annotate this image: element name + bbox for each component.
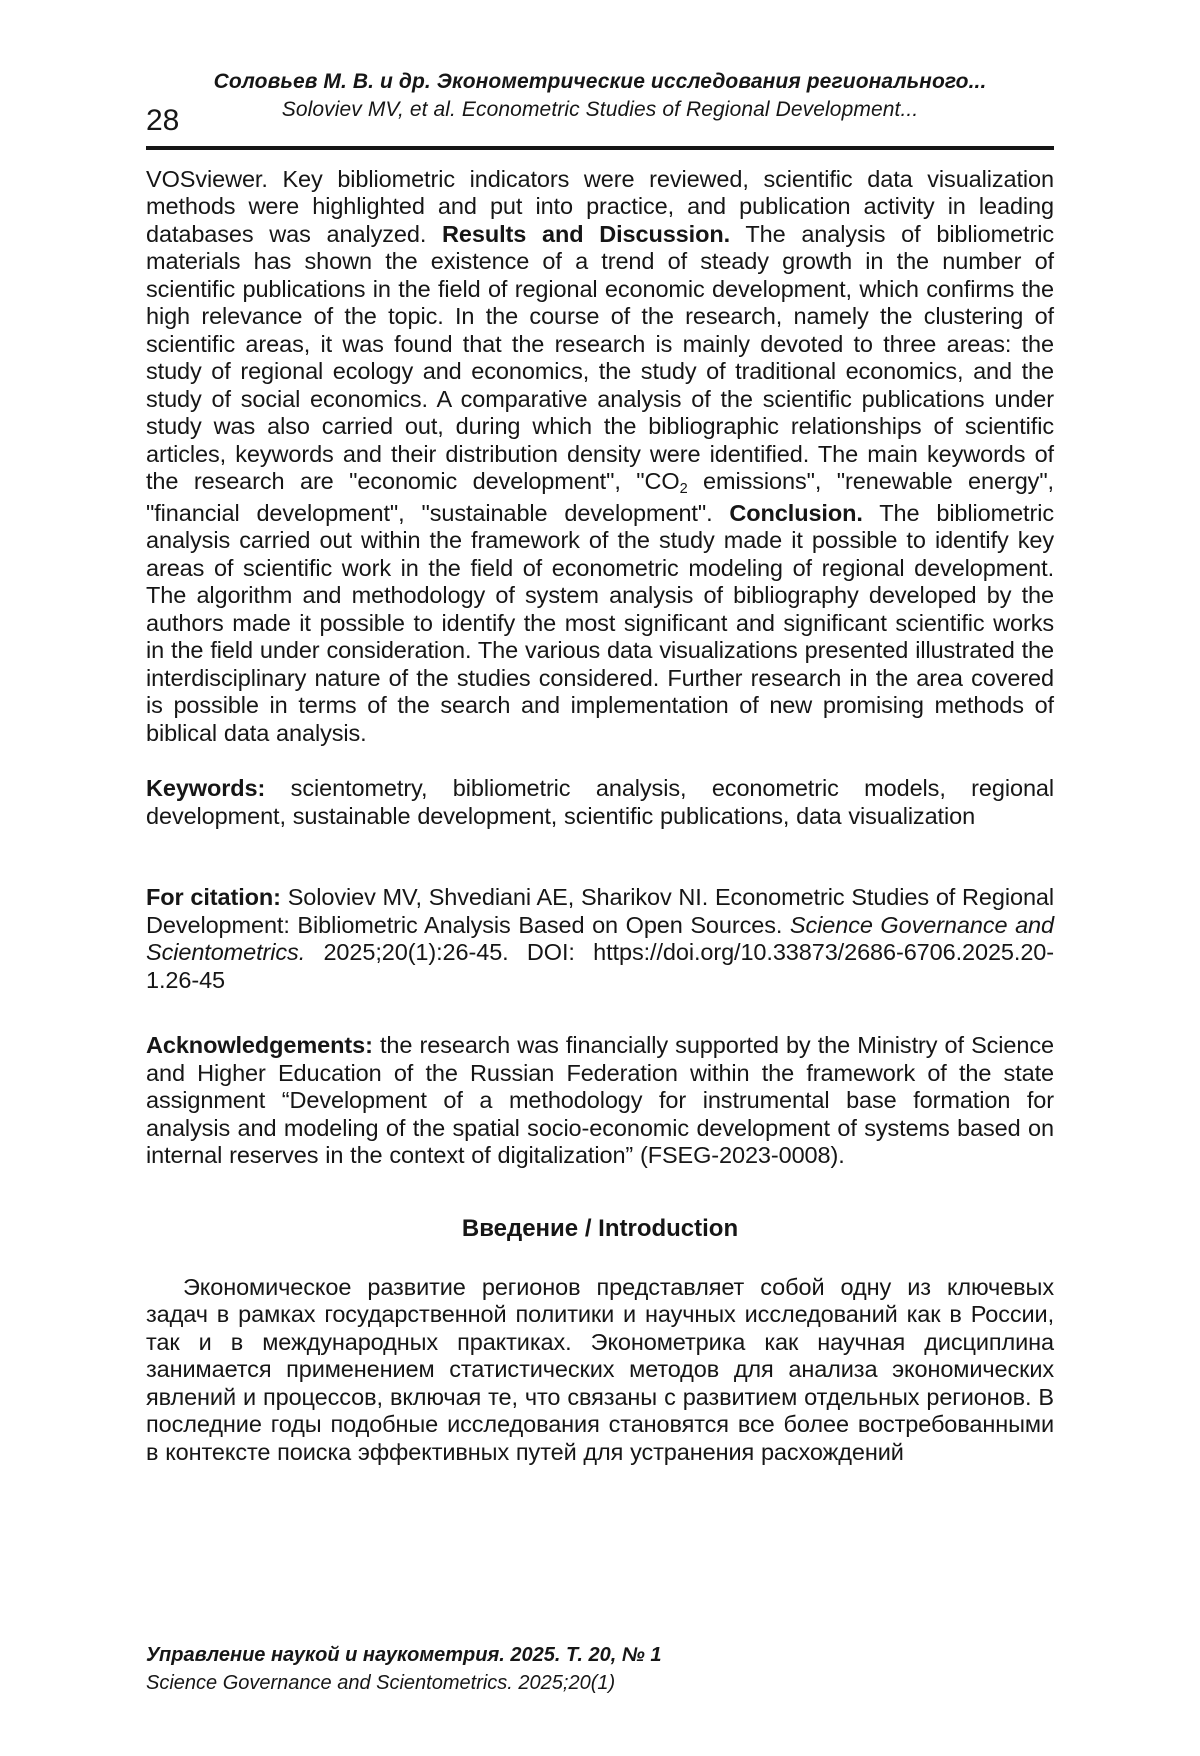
page-footer (146, 1641, 1054, 1697)
header-rule (146, 146, 1054, 150)
footer-journal-russian: Управление наукой и наукометрия. 2025. Т. 20, № 1 (146, 1644, 662, 1666)
introduction-paragraph: Экономическое развитие регионов представляет собой одну из ключевых задач в рамках государственной политики и научных исследований как в России, так и в международных практиках. Эконометрика как научная дисциплина занимается применением статистических методов для анализа экономических явлений и процессов, включая те, что связаны с развитием отдельных регионов. В последние годы подобные исследования становятся все более востребованными в контексте поиска эффективных путей для устранения расхождений (146, 1273, 1054, 1465)
running-head-russian: Соловьев М. В. и др. Эконометрические исследования регионального... (213, 70, 987, 93)
footer-journal-english: Science Governance and Scientometrics. 2025;20(1) (146, 1672, 616, 1694)
acknowledgements-paragraph: Acknowledgements: the research was financially supported by the Ministry of Science and Higher Education of the Russian Federation within the framework of the state assignment “Development of a methodology for instrumental base formation for analysis and modeling of the spatial socio-economic development of systems based on internal reserves in the context of digitalization” (FSEG-2023-0008). (146, 1032, 1054, 1168)
abstract-paragraph: VOSviewer. Key bibliometric indicators were reviewed, scientific data visualization methods were highlighted and put into practice, and publication activity in leading databases was analyzed. Results and Discussion. The analysis of bibliometric materials has shown the existence of a trend of steady growth in the number of scientific publications in the field of regional economic development, which confirms the high relevance of the topic. In the course of the research, namely the clustering of scientific areas, it was found that the research is mainly devoted to three areas: the study of regional ecology and economics, the study of traditional economics, and the study of social economics. A comparative analysis of the scientific publications under study was also carried out, during which the bibliographic relationships of scientific articles, keywords and their distribution density were identified. The main keywords of the research are "economic development", "CO2 emissions", "renewable energy", "financial development", "sustainable development". Conclusion. The bibliometric analysis carried out within the framework of the study made it possible to identify key areas of scientific work in the field of econometric modeling of regional development. The algorithm and methodology of system analysis of bibliography developed by the authors made it possible to identify the most significant and significant scientific works in the field under consideration. The various data visualizations presented illustrated the interdisciplinary nature of the studies considered. Further research in the area covered is possible in terms of the search and implementation of new promising methods of biblical data analysis. (146, 165, 1054, 746)
page-number: 28 (146, 104, 180, 137)
page-body (146, 166, 1054, 1467)
section-heading-introduction: Введение / Introduction (461, 1214, 739, 1242)
citation-paragraph: For citation: Soloviev MV, Shvediani AE, Sharikov NI. Econometric Studies of Regional Development: Bibliometric Analysis Based on Open Sources. Science Governance and Scientometrics. 2025;20(1):26-45. DOI: https://doi.org/10.33873/2686-6706.2025.20-1.26-45 (146, 884, 1055, 993)
running-head-english: Soloviev MV, et al. Econometric Studies of Regional Development... (281, 98, 919, 121)
page-header (146, 0, 1054, 150)
keywords-paragraph: Keywords: scientometry, bibliometric analysis, econometric models, regional development, sustainable development, scientific publications, data visualization (146, 775, 1054, 829)
